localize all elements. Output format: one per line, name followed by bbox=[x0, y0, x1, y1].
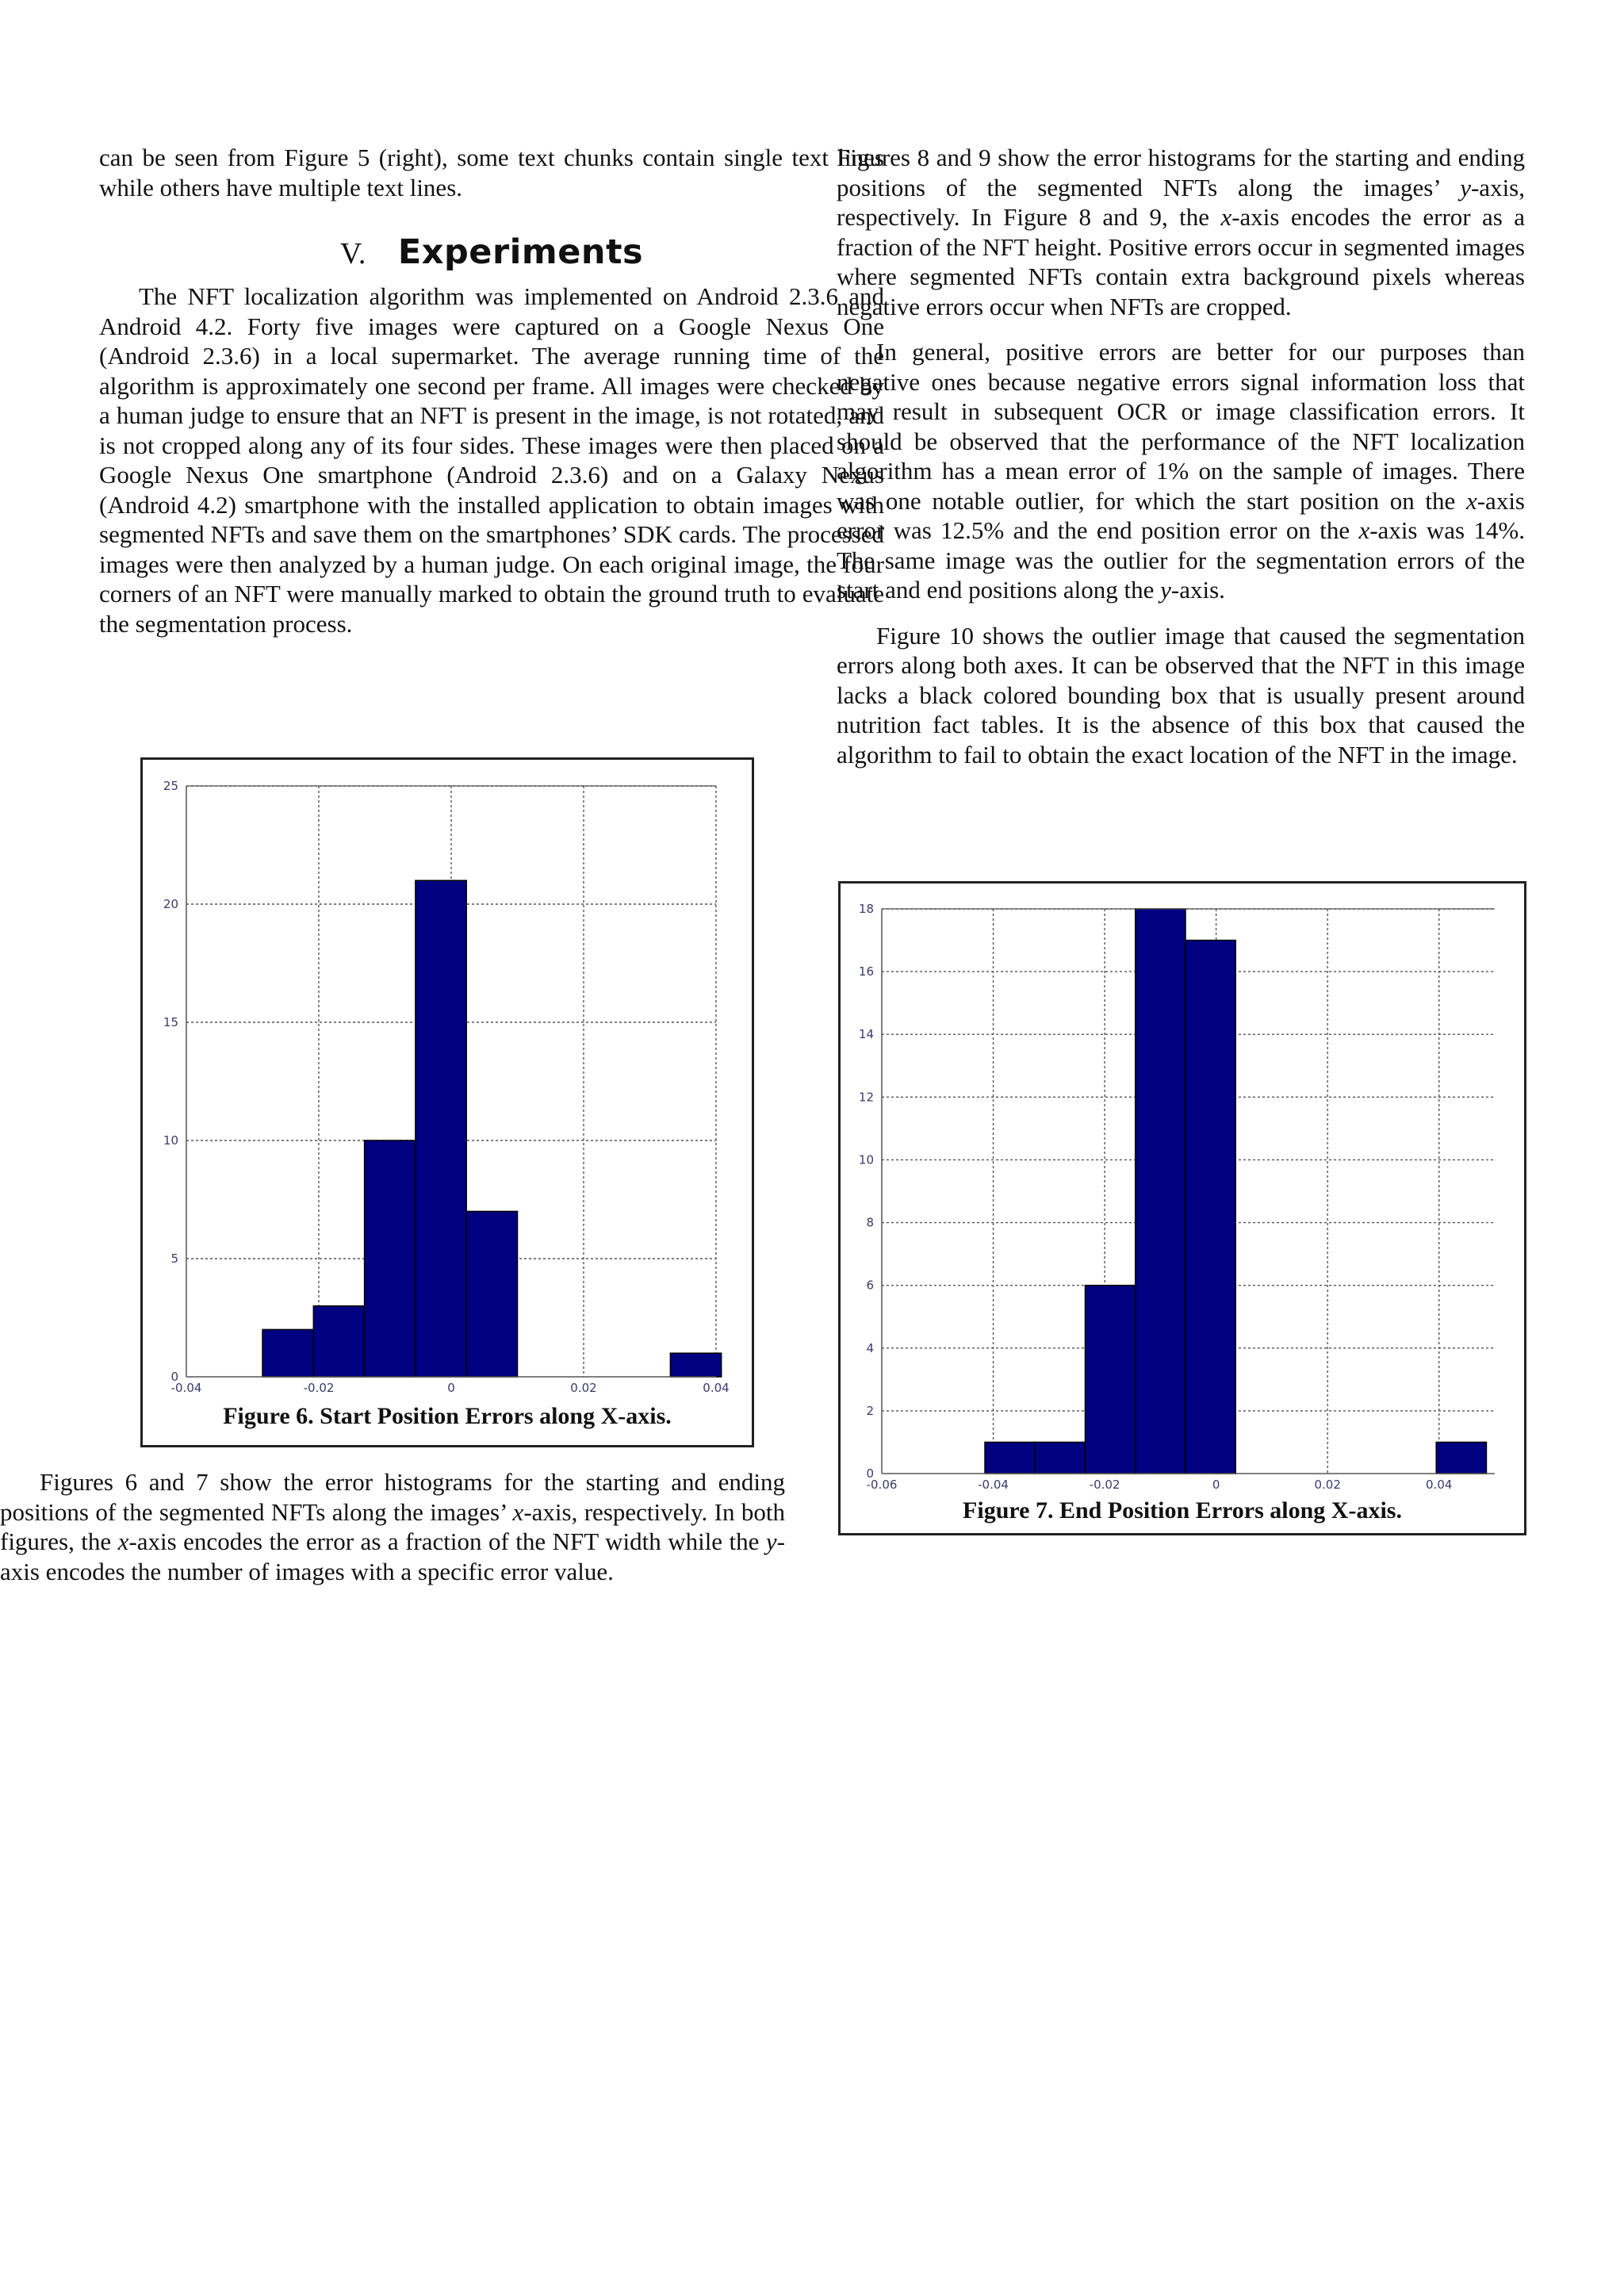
text-run: -axis was 14%. The same image was the outlier for the segmentation errors of the start and end positions along the bbox=[837, 516, 1525, 604]
x-tick-label: 0.02 bbox=[570, 1381, 597, 1395]
paragraph-experiments: The NFT localization algorithm was implemented on Android 2.3.6 and Android 4.2. Forty five images were captured on a Google Nexus One (Android 2.3.6) in a local supermarket. The average running time of the algorithm is approximately one second per frame. All images were checked by a human judge to ensure that an NFT is present in the image, is not rotated, and is not cropped along any of its four sides. These images were then placed on a Google Nexus One smartphone (Android 2.3.6) and on a Galaxy Nexus (Android 4.2) smartphone with the installed application to obtain images with segmented NFTs and save them on the smartphones’ SDK cards. The processed images were then analyzed by a human judge. On each original image, the four corners of an NFT were manually marked to obtain the ground truth to evaluate the segmentation process. bbox=[99, 282, 884, 638]
histogram-bar bbox=[416, 880, 466, 1377]
x-tick-label: 0.04 bbox=[1426, 1478, 1453, 1492]
figure-7-chart bbox=[841, 884, 1524, 1533]
y-tick-label: 18 bbox=[858, 902, 874, 916]
paragraph-errors bbox=[837, 337, 1525, 605]
x-tick-label: -0.02 bbox=[1089, 1478, 1120, 1492]
left-column-lower bbox=[0, 1467, 785, 1586]
text-run-italic: x bbox=[1465, 486, 1477, 515]
paragraph-intro: can be seen from Figure 5 (right), some text chunks contain single text lines while others have multiple text lines. bbox=[99, 144, 884, 201]
histogram-bar bbox=[262, 1329, 313, 1377]
histogram-bar bbox=[466, 1211, 517, 1377]
figure-7 bbox=[838, 881, 1526, 1535]
text-run-italic: y bbox=[1160, 576, 1171, 604]
text-run-italic: x bbox=[512, 1497, 524, 1526]
x-tick-label: 0 bbox=[447, 1381, 455, 1395]
x-tick-label: -0.06 bbox=[866, 1478, 898, 1492]
histogram-bar bbox=[670, 1353, 721, 1377]
y-tick-label: 14 bbox=[858, 1027, 874, 1042]
histogram-bar bbox=[1136, 909, 1185, 1474]
histogram-bar bbox=[313, 1306, 364, 1377]
text-run-italic: x bbox=[117, 1527, 129, 1555]
right-column bbox=[837, 143, 1525, 769]
figure-6 bbox=[140, 757, 754, 1447]
y-tick-label: 0 bbox=[866, 1466, 874, 1481]
paragraph-fig89 bbox=[837, 143, 1525, 321]
histogram-bar bbox=[1185, 941, 1235, 1474]
text-run: -axis. bbox=[1170, 576, 1225, 604]
y-tick-label: 8 bbox=[866, 1215, 874, 1230]
figure-6-chart bbox=[143, 760, 752, 1445]
y-tick-label: 10 bbox=[163, 1133, 178, 1148]
section-heading bbox=[99, 232, 884, 272]
text-run: -axis, respectively. In Figure 8 and 9, the bbox=[837, 173, 1525, 231]
text-run: -axis encodes the number of images with a specific error value. bbox=[0, 1527, 785, 1585]
y-tick-label: 6 bbox=[866, 1278, 874, 1293]
text-run-italic: x bbox=[1358, 516, 1370, 544]
y-tick-label: 4 bbox=[866, 1340, 874, 1355]
x-tick-label: 0.02 bbox=[1314, 1478, 1341, 1492]
figure-6-caption: Figure 6. Start Position Errors along X-axis. bbox=[223, 1403, 672, 1429]
text-run: -axis encodes the error as a fraction of the NFT height. Positive errors occur in segmented images where segmented NFTs contain extra background pixels whereas negative errors occur when NFTs are cropped. bbox=[837, 203, 1526, 320]
histogram-bar bbox=[1035, 1442, 1085, 1474]
section-title: Experiments bbox=[397, 232, 644, 272]
histogram-bar bbox=[985, 1442, 1035, 1474]
text-run-italic: y bbox=[765, 1527, 777, 1555]
y-tick-label: 12 bbox=[858, 1090, 874, 1105]
text-run-italic: x bbox=[1220, 203, 1232, 231]
left-column bbox=[99, 143, 884, 638]
text-run: Figures 6 and 7 show the error histograms for the starting and ending positions of the segmented NFTs along the images’ bbox=[0, 1468, 785, 1526]
y-tick-label: 16 bbox=[858, 964, 874, 979]
histogram-bar bbox=[1085, 1286, 1135, 1474]
histogram-bar bbox=[365, 1140, 416, 1377]
y-tick-label: 5 bbox=[170, 1251, 178, 1266]
y-tick-label: 10 bbox=[858, 1152, 874, 1167]
text-run: -axis, respectively. In both figures, the bbox=[0, 1497, 785, 1555]
x-tick-label: 0 bbox=[1212, 1478, 1220, 1492]
y-tick-label: 20 bbox=[163, 897, 178, 911]
paragraph-outlier: Figure 10 shows the outlier image that caused the segmentation errors along both axes. It can be observed that the NFT in this image lacks a black colored bounding box that is usually present around nutrition fact tables. It is the absence of this box that caused the algorithm to fail to obtain the exact location of the NFT in the image. bbox=[837, 621, 1525, 769]
y-tick-label: 2 bbox=[866, 1403, 874, 1418]
paragraph-fig67 bbox=[0, 1467, 785, 1586]
x-tick-label: -0.04 bbox=[978, 1478, 1009, 1492]
section-number: V. bbox=[339, 237, 366, 270]
text-run: -axis error was 12.5% and the end position error on the bbox=[837, 486, 1525, 544]
x-tick-label: 0.04 bbox=[703, 1381, 730, 1395]
text-run: In general, positive errors are better for our purposes than negative ones because negative errors signal information loss that may result in subsequent OCR or image classification errors. It should be observed that the performance of the NFT localization algorithm has a mean error of 1% on the sample of images. There was one notable outlier, for which the start position on the bbox=[837, 338, 1525, 515]
y-tick-label: 15 bbox=[163, 1015, 178, 1029]
x-tick-label: -0.04 bbox=[170, 1381, 202, 1395]
text-run-italic: y bbox=[1460, 173, 1471, 201]
y-tick-label: 25 bbox=[163, 779, 178, 793]
figure-7-caption: Figure 7. End Position Errors along X-axis. bbox=[963, 1497, 1402, 1524]
histogram-bar bbox=[1436, 1442, 1486, 1474]
x-tick-label: -0.02 bbox=[303, 1381, 335, 1395]
text-run: -axis encodes the error as a fraction of the NFT width while the bbox=[128, 1527, 766, 1555]
text-run: Figures 8 and 9 show the error histograms for the starting and ending positions of the segmented NFTs along the images’ bbox=[837, 144, 1525, 201]
y-tick-label: 0 bbox=[170, 1370, 178, 1384]
